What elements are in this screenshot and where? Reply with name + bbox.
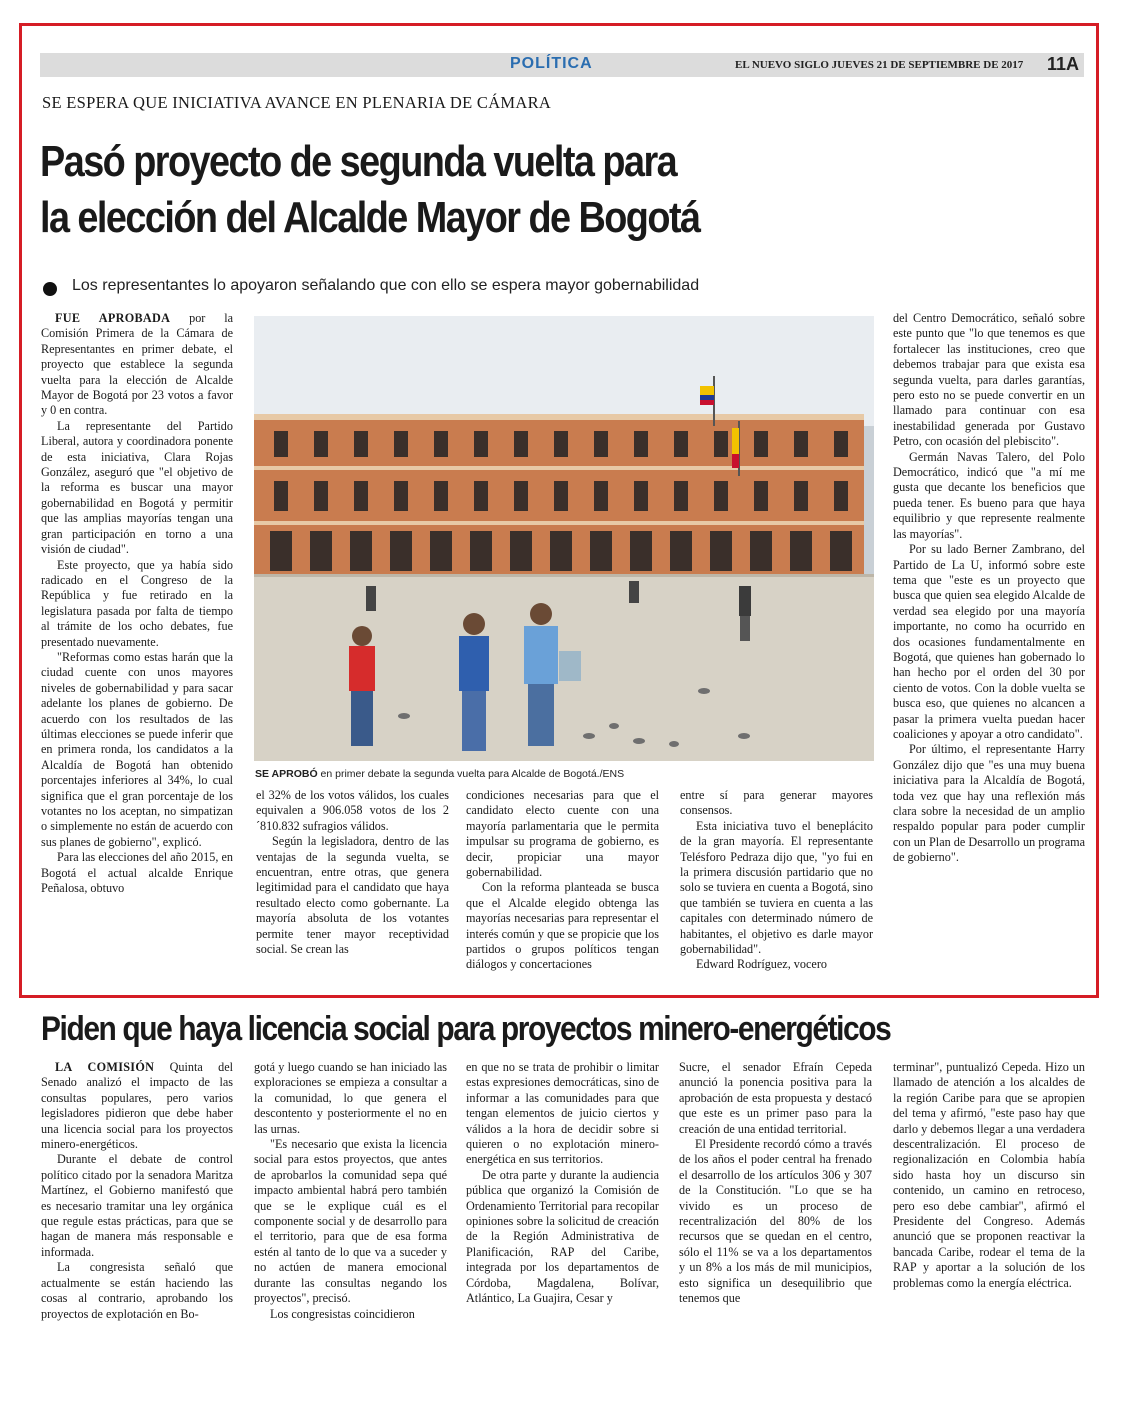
article-headline [40, 134, 943, 246]
paragraph: El Presidente recordó cómo a través de los años el poder central ha frenado el desarrollo de los artículos 306 y 307 de la Constitución. "Lo que se ha vivido es un proceso de recentralización del 80% de los recursos que se quedan en el centro, sólo el 11% se va a los departamentos y un 8% a los más de mil municipios, esto significa un desequilibrio que tenemos que [679, 1137, 872, 1306]
paragraph: Edward Rodríguez, vocero [696, 957, 827, 972]
paper-date: EL NUEVO SIGLO JUEVES 21 DE SEPTIEMBRE DE 2017 [735, 59, 1024, 71]
paragraph: entre sí para generar mayores consensos. [680, 788, 873, 818]
page-number: 11A [1047, 54, 1080, 74]
paragraph: Durante el debate de control político citado por la senadora Maritza Martínez, el Gobierno manifestó que es necesario tramitar una ley orgánica que regule estas prácticas, para que se hagan de manera más responsable e informada. [41, 1152, 233, 1259]
bullet-icon [43, 282, 57, 296]
plaza-photo-image [254, 316, 874, 761]
second-article-column-2 [254, 1060, 447, 1322]
article-column-3 [466, 788, 659, 973]
caption-text: en primer debate la segunda vuelta para Alcalde de Bogotá./ENS [317, 768, 625, 780]
paragraph: en que no se trata de prohibir o limitar estas expresiones democráticas, sino de informar a las comunidades para que tengan elementos de juicio ciertos y válidos a la hora de decidir sobre si quieren o no explotación minero-energética en sus territorios. [466, 1060, 659, 1167]
paragraph: terminar", puntualizó Cepeda. Hizo un llamado de atención a los alcaldes de la región Caribe para que se apropien del tema y afirmó, "este paso hay que darlo y debemos llegar a una verdadera descentralización. El proceso de regionalización en Colombia había sido hasta hoy un discurso sin contenido, un camino en retroceso, pero eso debe cambiar", afirmó el Presidente del Congreso. Además anunció que se proponen reactivar la bancada Caribe, rodear el tema de la RAP y aportar a la solución de los problemas como la energía eléctrica. [893, 1060, 1085, 1290]
paragraph: Por último, el representante Harry González dijo que "es una muy buena iniciativa para la Alcaldía de Bogotá, toda vez que hay una reflexión más clara sobre la necesidad de un amplio respaldo popular para poder cumplir con un Plan de Desarrollo un programa de gobierno". [893, 742, 1085, 865]
paragraph: Este proyecto, que ya había sido radicado en el Congreso de la República y fue retirado en la legislatura pasada por falta de tiempo al trámite de los ocho debates, fue presentado nuevamente. [41, 557, 233, 649]
paragraph: De otra parte y durante la audiencia pública que organizó la Comisión de Ordenamiento Territorial para recopilar opiniones sobre la solicitud de creación de la Región Administrativa de Planificación, RAP del Caribe, integrada por los departamentos de Córdoba, Magdalena, Bolívar, Atlántico, La Guajira, Cesar y [466, 1167, 659, 1306]
article-column-1 [41, 311, 233, 896]
paragraph: Con la reforma planteada se busca que el Alcalde elegido obtenga las mayorías necesarias para representar el interés común y que se propicie que los partidos o grupos políticos tengan diálogos y concertaciones [466, 880, 659, 972]
second-article-headline: Piden que haya licencia social para proyectos minero-energéticos [41, 1010, 891, 1048]
article-kicker: SE ESPERA QUE INICIATIVA AVANCE EN PLENARIA DE CÁMARA [42, 93, 552, 112]
paragraph: gotá y luego cuando se han iniciado las exploraciones se empieza a consultar a la comunidad, lo que genera el descontento y posteriormente el no en las urnas. [254, 1060, 447, 1136]
paragraph: La representante del Partido Liberal, autora y coordinadora ponente de esta iniciativa, Clara Rojas González, aseguró que "el objetivo de la reforma es buscar una mayor gobernabilidad en Bogotá y permitir que las amplias mayorías tengan una gran participación en torno a una visión de ciudad". [41, 418, 233, 557]
paragraph: Según la legisladora, dentro de las ventajas de la segunda vuelta, se encuentran, entre otras, que genera legitimidad para el candidato que haya resultado electo como gobernante. La mayoría absoluta de los votantes permite tener mayor receptividad social. Se crean las [256, 834, 449, 957]
section-label: POLÍTICA [510, 55, 593, 72]
paragraph: "Reformas como estas harán que la ciudad cuente con unos mayores niveles de gobernabilidad y para sacar adelante los planes de gobierno. De acuerdo con los resultados de las últimas elecciones se puede inferir que en primera ronda, los candidatos a la Alcaldía de Bogotá han obtenido porcentajes inferiores al 34%, lo cual significa que el gran porcentaje de los votantes no los aceptan, no simpatizan o simplemente no están de acuerdo con sus planes de gobierno", explicó. [41, 649, 233, 849]
lead-in: LA COMISIÓN [55, 1060, 155, 1074]
second-article-column-4 [679, 1060, 872, 1307]
second-article-column-5 [893, 1060, 1085, 1291]
photo-caption [255, 768, 875, 780]
headline-line-2: la elección del Alcalde Mayor de Bogotá [40, 193, 700, 242]
paragraph: del Centro Democrático, señaló sobre este punto que "lo que tenemos es que fortalecer las instituciones, creo que debemos trabajar para que exista esa segunda vuelta, para darles garantías, pero esto no se puede convertir en un llamado para continuar con esa inestabilidad generada por Gustavo Petro, con ocasión del plebiscito". [893, 311, 1085, 449]
second-article-column-1 [41, 1060, 233, 1322]
paragraph: Esta iniciativa tuvo el beneplácito de la gran mayoría. El representante Telésforo Pedraza dijo que, "yo fui en la primera discusión partidario que no solo se tuviera en cuenta a Bogotá, sino que también se tuviera en cuenta a las capitales con determinado número de habitantes, el objetivo es darle mayor gobernabilidad". [680, 818, 873, 957]
article-deck: Los representantes lo apoyaron señalando que con ello se espera mayor gobernabilidad [72, 277, 700, 294]
paragraph: Para las elecciones del año 2015, en Bogotá el actual alcalde Enrique Peñalosa, obtuvo [41, 850, 233, 896]
paragraph: La congresista señaló que actualmente se están haciendo las cosas al contrario, aprobando los proyectos de explotación en Bo- [41, 1260, 233, 1321]
headline-line-1: Pasó proyecto de segunda vuelta para [40, 137, 677, 186]
caption-lead: SE APROBÓ [255, 768, 318, 780]
paragraph: "Es necesario que exista la licencia social para estos proyectos, que antes de aprobarlos la comunidad sepa qué impacto ambiental habrá pero también que se le explique cuál es el componente social y de desarrollo para el territorio, para que de esa forma estén al tanto de lo que va a suceder y no actúen de manera emocional durante las consultas negando los proyectos", precisó. [254, 1137, 447, 1306]
paragraph: condiciones necesarias para que el candidato electo cuente con una mayoría parlamentaria que le permita impulsar su programa de gobierno, es decir, propiciar una mayor gobernabilidad. [466, 788, 659, 880]
second-article-column-3 [466, 1060, 659, 1307]
paragraph: Por su lado Berner Zambrano, del Partido de La U, informó sobre este tema que "este es un proyecto que busca que quien sea elegido Alcalde de verdad sea elegido por una mayoría importante, no como ha ocurrido en dos ocasiones fundamentalmente en Bogotá, que quienes han gobernado lo han hecho por el orden del 30 por ciento de votos. Con la doble vuelta se busca eso, que quienes no alcancen a pasar la primera vuelta puedan hacer coaliciones y apoyar a otro candidato". [893, 542, 1085, 741]
article-column-4 [680, 788, 873, 973]
paragraph: por la Comisión Primera de la Cámara de Representantes en primer debate, el proyecto que establece la segunda vuelta para la elección de Alcalde Mayor de Bogotá por 23 votos a favor y 0 en contra. [41, 311, 233, 418]
plaza-photo [254, 316, 874, 761]
paragraph: Los congresistas coincidieron [270, 1306, 415, 1321]
paragraph: Quinta del Senado analizó el impacto de las consultas populares, pero varios legisladores pidieron que debe haber una licencia social para los proyectos minero-energéticos. [41, 1060, 234, 1152]
article-column-2 [256, 788, 449, 957]
paragraph: Sucre, el senador Efraín Cepeda anunció la ponencia positiva para la aprobación de esta propuesta y destacó que este es un primer paso para la creación de una entidad territorial. [679, 1060, 872, 1136]
paragraph: Germán Navas Talero, del Polo Democrático, indicó que "a mí me gusta que decante los beneficios que pueda tener. Es bueno para que haya equilibrio y que represente realmente las mayorías". [893, 449, 1085, 541]
lead-in: FUE APROBADA [55, 311, 171, 325]
paragraph: el 32% de los votos válidos, los cuales equivalen a 906.058 votos de los 2´810.832 sufragios válidos. [256, 788, 449, 833]
article-column-5 [893, 311, 1085, 866]
